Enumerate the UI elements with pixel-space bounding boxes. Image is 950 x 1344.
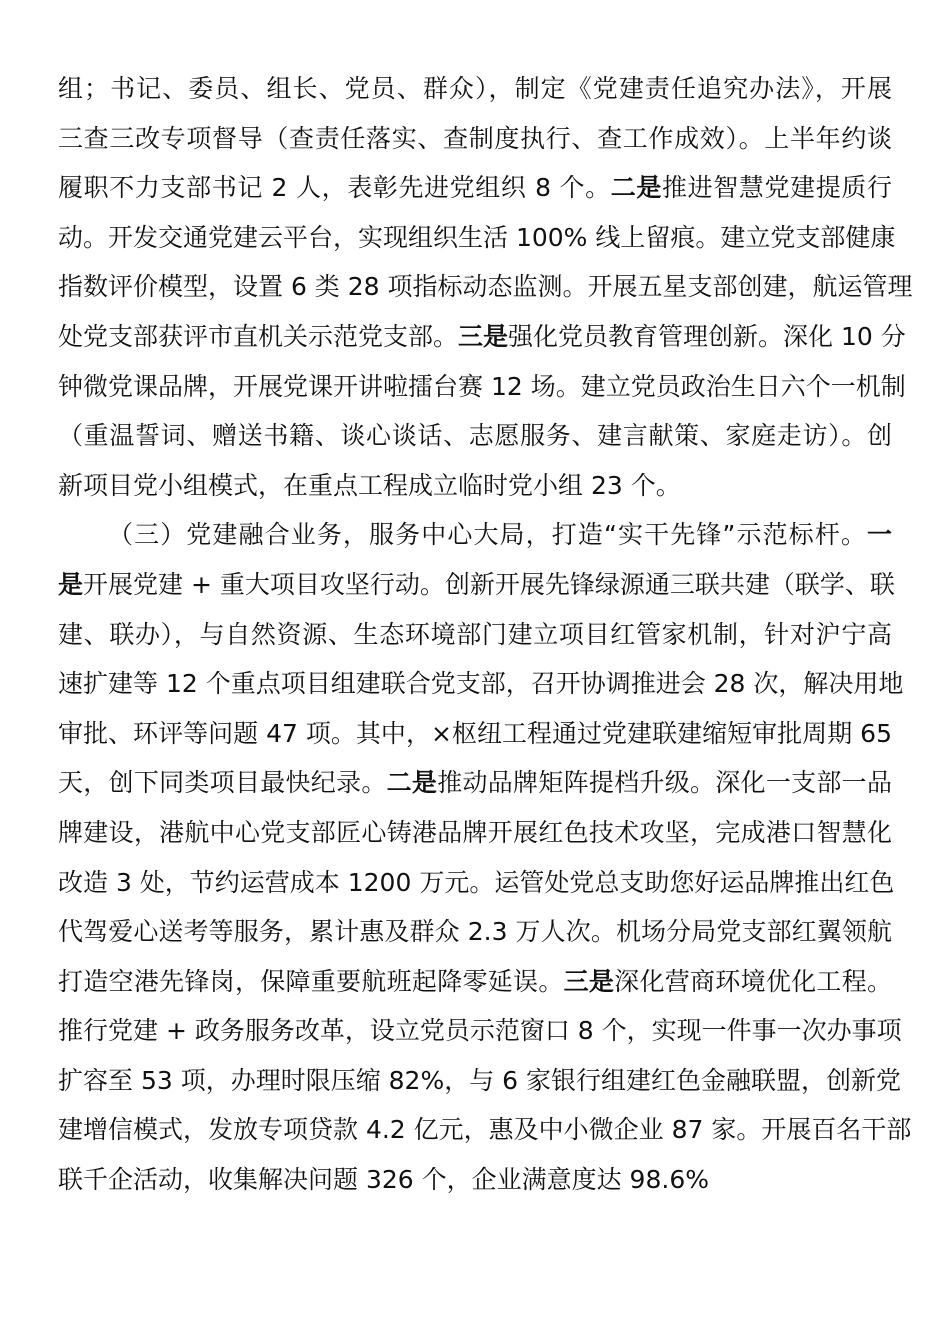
text-line [58,709,892,759]
text-line [58,411,892,461]
text-segment: 推进智慧党建提质行 [662,173,892,203]
text-segment: 强化党员教育管理创新。深化 10 分 [508,321,906,351]
text-segment: 推动品牌矩阵提档升级。深化一支部一品 [437,768,892,798]
text-line [58,758,892,808]
text-line [58,1105,912,1155]
text-segment: 推行党建 + 政务服务改革，设立党员示范窗口 8 个，实现一件事一次办事项 [58,1016,902,1046]
text-line [58,64,892,114]
text-line [58,461,892,511]
text-segment: 处党支部获评市直机关示范党支部。 [58,321,459,351]
text-segment: 深化营商环境优化工程。 [614,966,892,996]
text-line [58,560,895,610]
text-segment: 代驾爱心送考等服务，累计惠及群众 2.3 万人次。机场分局党支部红翼领航 [58,917,892,947]
text-line [58,957,892,1007]
text-segment: 建增信模式，发放专项贷款 4.2 亿元，惠及中小微企业 87 家。开展百名干部 [58,1115,912,1145]
text-segment: （三）党建融合业务，服务中心大局，打造“实干先锋”示范标杆。 [108,520,867,550]
text-segment: 履职不力支部书记 2 人，表彰先进党组织 8 个。 [58,173,611,203]
text-segment: 速扩建等 12 个重点项目组建联合党支部，召开协调推进会 28 次，解决用地 [58,669,904,699]
text-segment: 建、联办），与自然资源、生态环境部门建立项目红管家机制，针对沪宁高 [58,619,892,649]
text-line [58,610,892,660]
document-body [58,64,913,1205]
text-segment: 打造空港先锋岗，保障重要航班起降零延误。 [58,966,564,996]
text-segment: 三查三改专项督导（查责任落实、查制度执行、查工作成效）。上半年约谈 [58,123,892,153]
text-line [58,907,892,957]
text-segment: 牌建设，港航中心党支部匠心铸港品牌开展红色技术攻坚，完成港口智慧化 [58,817,892,847]
bold-lead-in: 二是 [610,173,663,203]
text-line [58,262,913,312]
text-line [58,213,896,263]
text-segment: 审批、环评等问题 47 项。其中，×枢纽工程通过党建联建缩短审批周期 65 [58,718,892,748]
bold-lead-in: 一 [866,520,892,550]
text-segment: 天，创下同类项目最快纪录。 [58,768,387,798]
text-segment: 钟微党课品牌，开展党课开讲啦擂台赛 12 场。建立党员政治生日六个一机制 [58,371,906,401]
text-segment: 新项目党小组模式，在重点工程成立临时党小组 23 个。 [58,470,681,500]
text-line [58,1056,902,1106]
text-line [58,114,892,164]
text-segment: 扩容至 53 项，办理时限压缩 82%，与 6 家银行组建红色金融联盟，创新党 [58,1065,902,1095]
text-line [58,163,892,213]
text-line [58,1006,902,1056]
text-segment: 开展党建 + 重大项目攻坚行动。创新开展先锋绿源通三联共建（联学、联 [83,569,895,599]
bold-lead-in: 三是 [563,966,615,996]
text-line [58,1155,892,1205]
text-line [58,362,906,412]
text-segment: 组；书记、委员、组长、党员、群众），制定《党建责任追究办法》，开展 [58,74,892,103]
text-line [58,312,906,362]
bold-lead-in: 是 [58,569,84,599]
text-segment: （重温誓词、赠送书籍、谈心谈话、志愿服务、建言献策、家庭走访）。创 [58,421,892,451]
text-line [58,808,892,858]
bold-lead-in: 三是 [458,321,509,351]
text-segment: 指数评价模型，设置 6 类 28 项指标动态监测。开展五星支部创建，航运管理 [58,272,913,302]
text-line [58,510,892,560]
text-segment: 动。开发交通党建云平台，实现组织生活 100% 线上留痕。建立党支部健康 [58,222,896,252]
text-segment: 联千企活动，收集解决问题 326 个，企业满意度达 98.6% [58,1165,709,1195]
text-segment: 改造 3 处，节约运营成本 1200 万元。运管处党总支助您好运品牌推出红色 [58,867,895,897]
text-line [58,858,895,908]
text-line [58,659,904,709]
bold-lead-in: 二是 [386,768,438,798]
